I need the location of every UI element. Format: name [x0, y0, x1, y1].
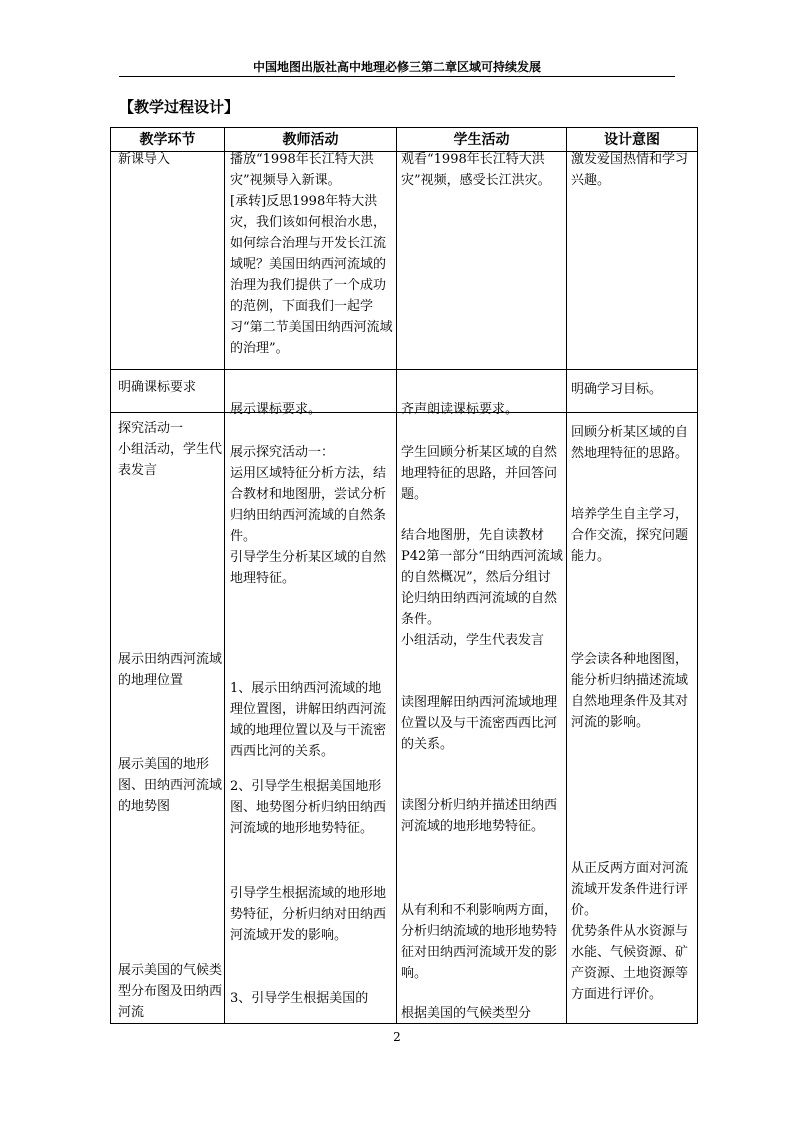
table-cell: 读图理解田纳西河流域地理位置以及与干流密西西比河的关系。 — [401, 695, 558, 752]
table-cell: 明确学习目标。 — [571, 382, 663, 397]
table-cell: 回顾分析某区域的自然地理特征的思路。 — [571, 425, 689, 461]
table-cell: 展示田纳西河流域的地理位置 — [118, 652, 223, 688]
table-cell: 培养学生自主学习，合作交流，探究问题能力。 — [571, 507, 689, 564]
column-divider — [224, 128, 225, 1023]
table-cell: 从正反两方面对河流流域开发条件进行评价。 优势条件从水资源与水能、气候资源、矿产资源、土地资源等方面进行评价。 — [571, 861, 689, 1002]
header-cell-teacher: 教师活动 — [282, 132, 339, 148]
table-cell: 读图分析归纳并描述田纳西河流域的地形地势特征。 — [401, 798, 558, 834]
table-cell: 引导学生根据流域的地形地势特征，分析归纳对田纳西河流域开发的影响。 — [230, 886, 387, 943]
page-number: 2 — [393, 1030, 401, 1044]
row-divider — [111, 369, 697, 370]
section-title: 【教学过程设计】 — [119, 98, 240, 116]
table-cell: 展示课标要求。 — [230, 402, 322, 417]
column-divider — [566, 128, 567, 1023]
table-cell: 展示美国的地形图、田纳西河流域的地势图 — [118, 757, 223, 814]
table-cell: 探究活动一 小组活动，学生代表发言 — [118, 421, 223, 478]
table-cell: 激发爱国热情和学习兴趣。 — [571, 152, 689, 188]
lesson-table — [110, 127, 698, 1024]
table-cell: 学生回顾分析某区域的自然地理特征的思路，并回答问题。 — [401, 445, 558, 502]
table-cell: 齐声朗读课标要求。 — [401, 402, 519, 417]
table-cell: 展示美国的气候类型分布图及田纳西河流 — [118, 963, 223, 1020]
table-cell: 根据美国的气候类型分 — [401, 1006, 532, 1021]
table-cell: 学会读各种地图图，能分析归纳描述流域自然地理条件及其对河流的影响。 — [571, 652, 689, 730]
table-cell: 新课导入 — [118, 152, 171, 167]
table-cell: 结合地图册，先自读教材P42第一部分“田纳西河流域的自然概况”，然后分组讨论归纳田纳西河流域的自然条件。 小组活动，学生代表发言 — [401, 528, 563, 648]
column-divider — [396, 128, 397, 1023]
header-cell-stage: 教学环节 — [139, 132, 196, 148]
header-cell-intent: 设计意图 — [604, 132, 660, 148]
table-cell: 1、展示田纳西河流域的地理位置图，讲解田纳西河流域的地理位置以及与干流密西西比河的关系。 — [230, 681, 387, 759]
header-cell-student: 学生活动 — [453, 132, 510, 148]
table-cell: 播放“1998年长江特大洪灾”视频导入新课。 [承转]反思1998年特大洪灾，我们该如何根治水患，如何综合治理与开发长江流域呢？美国田纳西河流域的治理为我们提供了一个成功的范例，下面我们一起学习“第二节美国田纳西河流域的治理”。 — [230, 152, 393, 356]
table-cell: 展示探究活动一： 运用区域特征分析方法，结合教材和地图册，尝试分析归纳田纳西河流域的自然条件。 引导学生分析某区域的自然地理特征。 — [230, 445, 387, 586]
table-cell: 2、引导学生根据美国地形图、地势图分析归纳田纳西河流域的地形地势特征。 — [230, 779, 387, 836]
running-header: 中国地图出版社高中地理必修三第二章区域可持续发展 — [252, 60, 541, 74]
table-cell: 明确课标要求 — [118, 380, 197, 395]
header-rule — [119, 76, 675, 77]
table-cell: 从有利和不利影响两方面，分析归纳流域的地形地势特征对田纳西河流域开发的影响。 — [401, 903, 558, 981]
table-cell: 观看“1998年长江特大洪灾”视频，感受长江洪灾。 — [401, 152, 551, 188]
table-cell: 3、引导学生根据美国的 — [230, 991, 369, 1006]
